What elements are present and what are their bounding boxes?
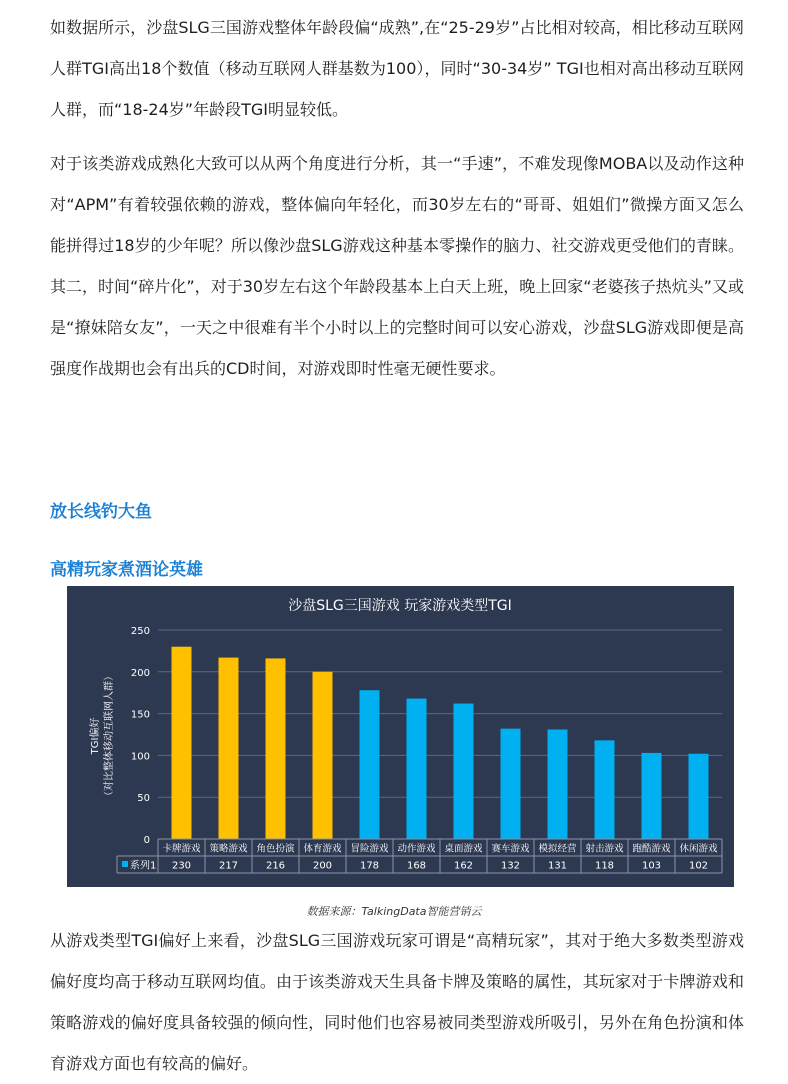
data-label: 103 — [641, 860, 662, 872]
chart-canvas — [67, 586, 734, 887]
x-tick-label: 角色扮演 — [256, 843, 295, 855]
data-label: 216 — [265, 860, 286, 872]
subsection-heading: 高精玩家煮酒论英雄 — [50, 560, 203, 580]
x-tick-label: 卡牌游戏 — [162, 843, 201, 855]
x-tick-label: 跑酷游戏 — [632, 843, 671, 855]
y-tick-label: 200 — [130, 667, 150, 679]
chart-title: 沙盘SLG三国游戏 玩家游戏类型TGI — [288, 598, 512, 614]
x-tick-label: 冒险游戏 — [350, 843, 389, 855]
bar-策略游戏 — [219, 658, 239, 839]
y-tick-label: 250 — [130, 626, 150, 637]
data-label: 168 — [406, 860, 427, 872]
bar-卡牌游戏 — [172, 647, 192, 839]
legend-label: 系列1 — [130, 860, 157, 872]
y-tick-label: 50 — [137, 793, 150, 805]
source-caption: 数据来源：TalkingData智能营销云 — [306, 905, 482, 918]
y-axis-sublabel: （对比整体移动互联网人群） — [104, 671, 115, 801]
data-label: 230 — [171, 860, 192, 872]
bar-模拟经营 — [548, 729, 568, 839]
section-heading: 放长线钓大鱼 — [50, 502, 152, 522]
x-tick-label: 射击游戏 — [585, 843, 624, 855]
bar-休闲游戏 — [689, 754, 709, 839]
intro-paragraph: 如数据所示，沙盘SLG三国游戏整体年龄段偏“成熟”,在“25-29岁”占比相对较高，相比移动互联网人群TGI高出18个数值（移动互联网人群基数为100），同时“30-34岁” TGI也相对高出移动互联网人群，而“18-24岁”年龄段TGI明显较低。 — [50, 18, 744, 119]
data-label: 178 — [359, 860, 380, 872]
data-label: 131 — [547, 860, 568, 872]
bar-冒险游戏 — [360, 690, 380, 839]
tgi-chart — [67, 586, 734, 887]
bar-体育游戏 — [313, 672, 333, 839]
y-tick-label: 100 — [130, 751, 150, 763]
x-tick-label: 休闲游戏 — [679, 843, 718, 855]
y-tick-label: 150 — [130, 709, 150, 721]
preference-paragraph: 从游戏类型TGI偏好上来看，沙盘SLG三国游戏玩家可谓是“高精玩家”，其对于绝大多数类型游戏偏好度均高于移动互联网均值。由于该类游戏天生具备卡牌及策略的属性，其玩家对于卡牌游戏和策略游戏的偏好度具备较强的倾向性，同时他们也容易被同类型游戏所吸引，另外在角色扮演和体育游戏方面也有较高的偏好。 — [50, 931, 744, 1073]
data-label: 162 — [453, 860, 474, 872]
data-label: 118 — [594, 860, 615, 872]
x-tick-label: 体育游戏 — [303, 843, 342, 855]
data-label: 102 — [688, 860, 709, 872]
analysis-paragraph: 对于该类游戏成熟化大致可以从两个角度进行分析，其一“手速”，不难发现像MOBA以及动作这种对“APM”有着较强依赖的游戏，整体偏向年轻化，而30岁左右的“哥哥、姐姐们”微操方面又怎么能拼得过18岁的少年呢？所以像沙盘SLG游戏这种基本零操作的脑力、社交游戏更受他们的青睐。其二，时间“碎片化”，对于30岁左右这个年龄段基本上白天上班，晚上回家“老婆孩子热炕头”又或是“撩妹陪女友”，一天之中很难有半个小时以上的完整时间可以安心游戏，沙盘SLG游戏即便是高强度作战期也会有出兵的CD时间，对游戏即时性毫无硬性要求。 — [50, 154, 744, 378]
x-tick-label: 赛车游戏 — [491, 843, 530, 855]
x-tick-label: 模拟经营 — [538, 843, 577, 855]
data-label: 132 — [500, 860, 521, 872]
data-label: 200 — [312, 860, 333, 872]
x-tick-label: 动作游戏 — [397, 843, 436, 855]
x-tick-label: 策略游戏 — [209, 843, 248, 855]
legend-swatch — [122, 861, 128, 867]
data-label: 217 — [218, 860, 239, 872]
y-tick-label: 0 — [143, 835, 150, 846]
bar-角色扮演 — [266, 658, 286, 839]
x-tick-label: 桌面游戏 — [444, 843, 483, 855]
bar-动作游戏 — [407, 699, 427, 839]
y-axis-label: TGI偏好 — [90, 717, 101, 755]
bar-跑酷游戏 — [642, 753, 662, 839]
bar-赛车游戏 — [501, 729, 521, 839]
bar-射击游戏 — [595, 740, 615, 839]
bar-桌面游戏 — [454, 704, 474, 839]
